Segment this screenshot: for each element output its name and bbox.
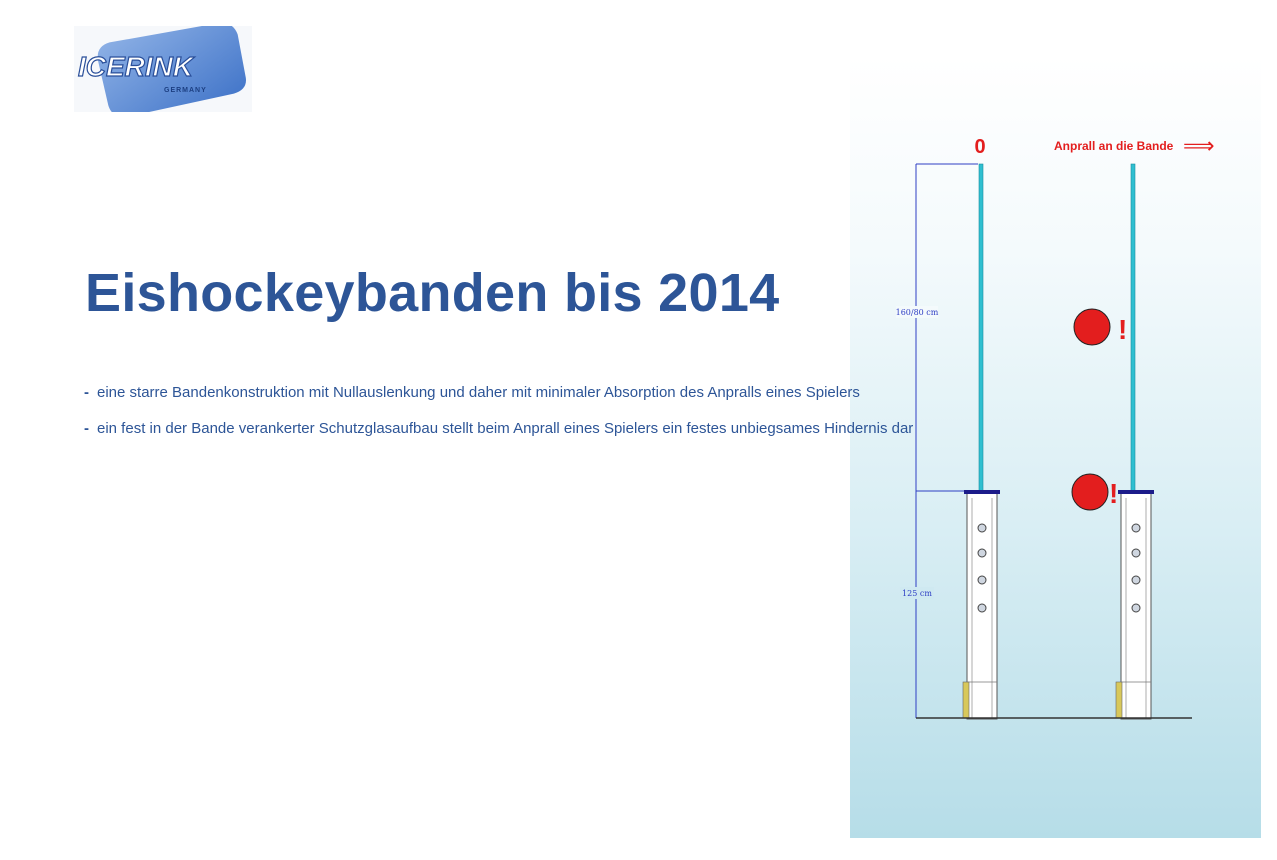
icerink-logo-graphic <box>74 26 252 112</box>
dim-glass-label: 160/80 cm <box>895 308 939 317</box>
bullet-text: ein fest in der Bande verankerter Schutzglasaufbau stellt beim Anprall eines Spielers ein festes unbiegsames Hindernis dar <box>97 420 914 437</box>
bolt-icon <box>1132 576 1140 584</box>
bullet-marker: - <box>84 420 89 437</box>
bullet-text: eine starre Bandenkonstruktion mit Nullauslenkung und daher mit minimaler Absorption des Anpralls eines Spielers <box>97 384 860 401</box>
warning-icon: ! <box>1109 478 1119 509</box>
left-board <box>963 164 1000 719</box>
zero-label: 0 <box>974 136 986 158</box>
bolt-icon <box>978 604 986 612</box>
impact-label: Anprall an die Bande <box>1054 139 1174 153</box>
bullet-item <box>84 420 913 437</box>
left-glass-panel <box>979 164 983 492</box>
impact-arrow-icon: ⟹ <box>1183 134 1215 159</box>
impact-ball-upper <box>1074 309 1110 345</box>
board-diagram <box>850 56 1261 838</box>
bolt-icon <box>1132 604 1140 612</box>
bullet-marker: - <box>84 384 89 401</box>
right-board <box>1116 164 1154 719</box>
bolt-icon <box>1132 549 1140 557</box>
bolt-icon <box>978 549 986 557</box>
bolt-icon <box>978 524 986 532</box>
dim-board-label: 125 cm <box>902 589 932 598</box>
bolt-icon <box>978 576 986 584</box>
right-board-cap <box>1118 490 1154 494</box>
right-anchor <box>1116 682 1122 718</box>
impact-ball-lower <box>1072 474 1108 510</box>
left-anchor <box>963 682 969 718</box>
bolt-icon <box>1132 524 1140 532</box>
slide-title: Eishockeybanden bis 2014 <box>85 263 780 323</box>
left-board-cap <box>964 490 1000 494</box>
right-glass-panel <box>1131 164 1135 492</box>
warning-icon: ! <box>1118 314 1128 345</box>
logo-country-text: GERMANY <box>164 87 207 94</box>
bullet-item <box>84 384 860 401</box>
logo-brand-text: ICERINK <box>78 51 194 82</box>
icerink-logo <box>74 26 252 112</box>
